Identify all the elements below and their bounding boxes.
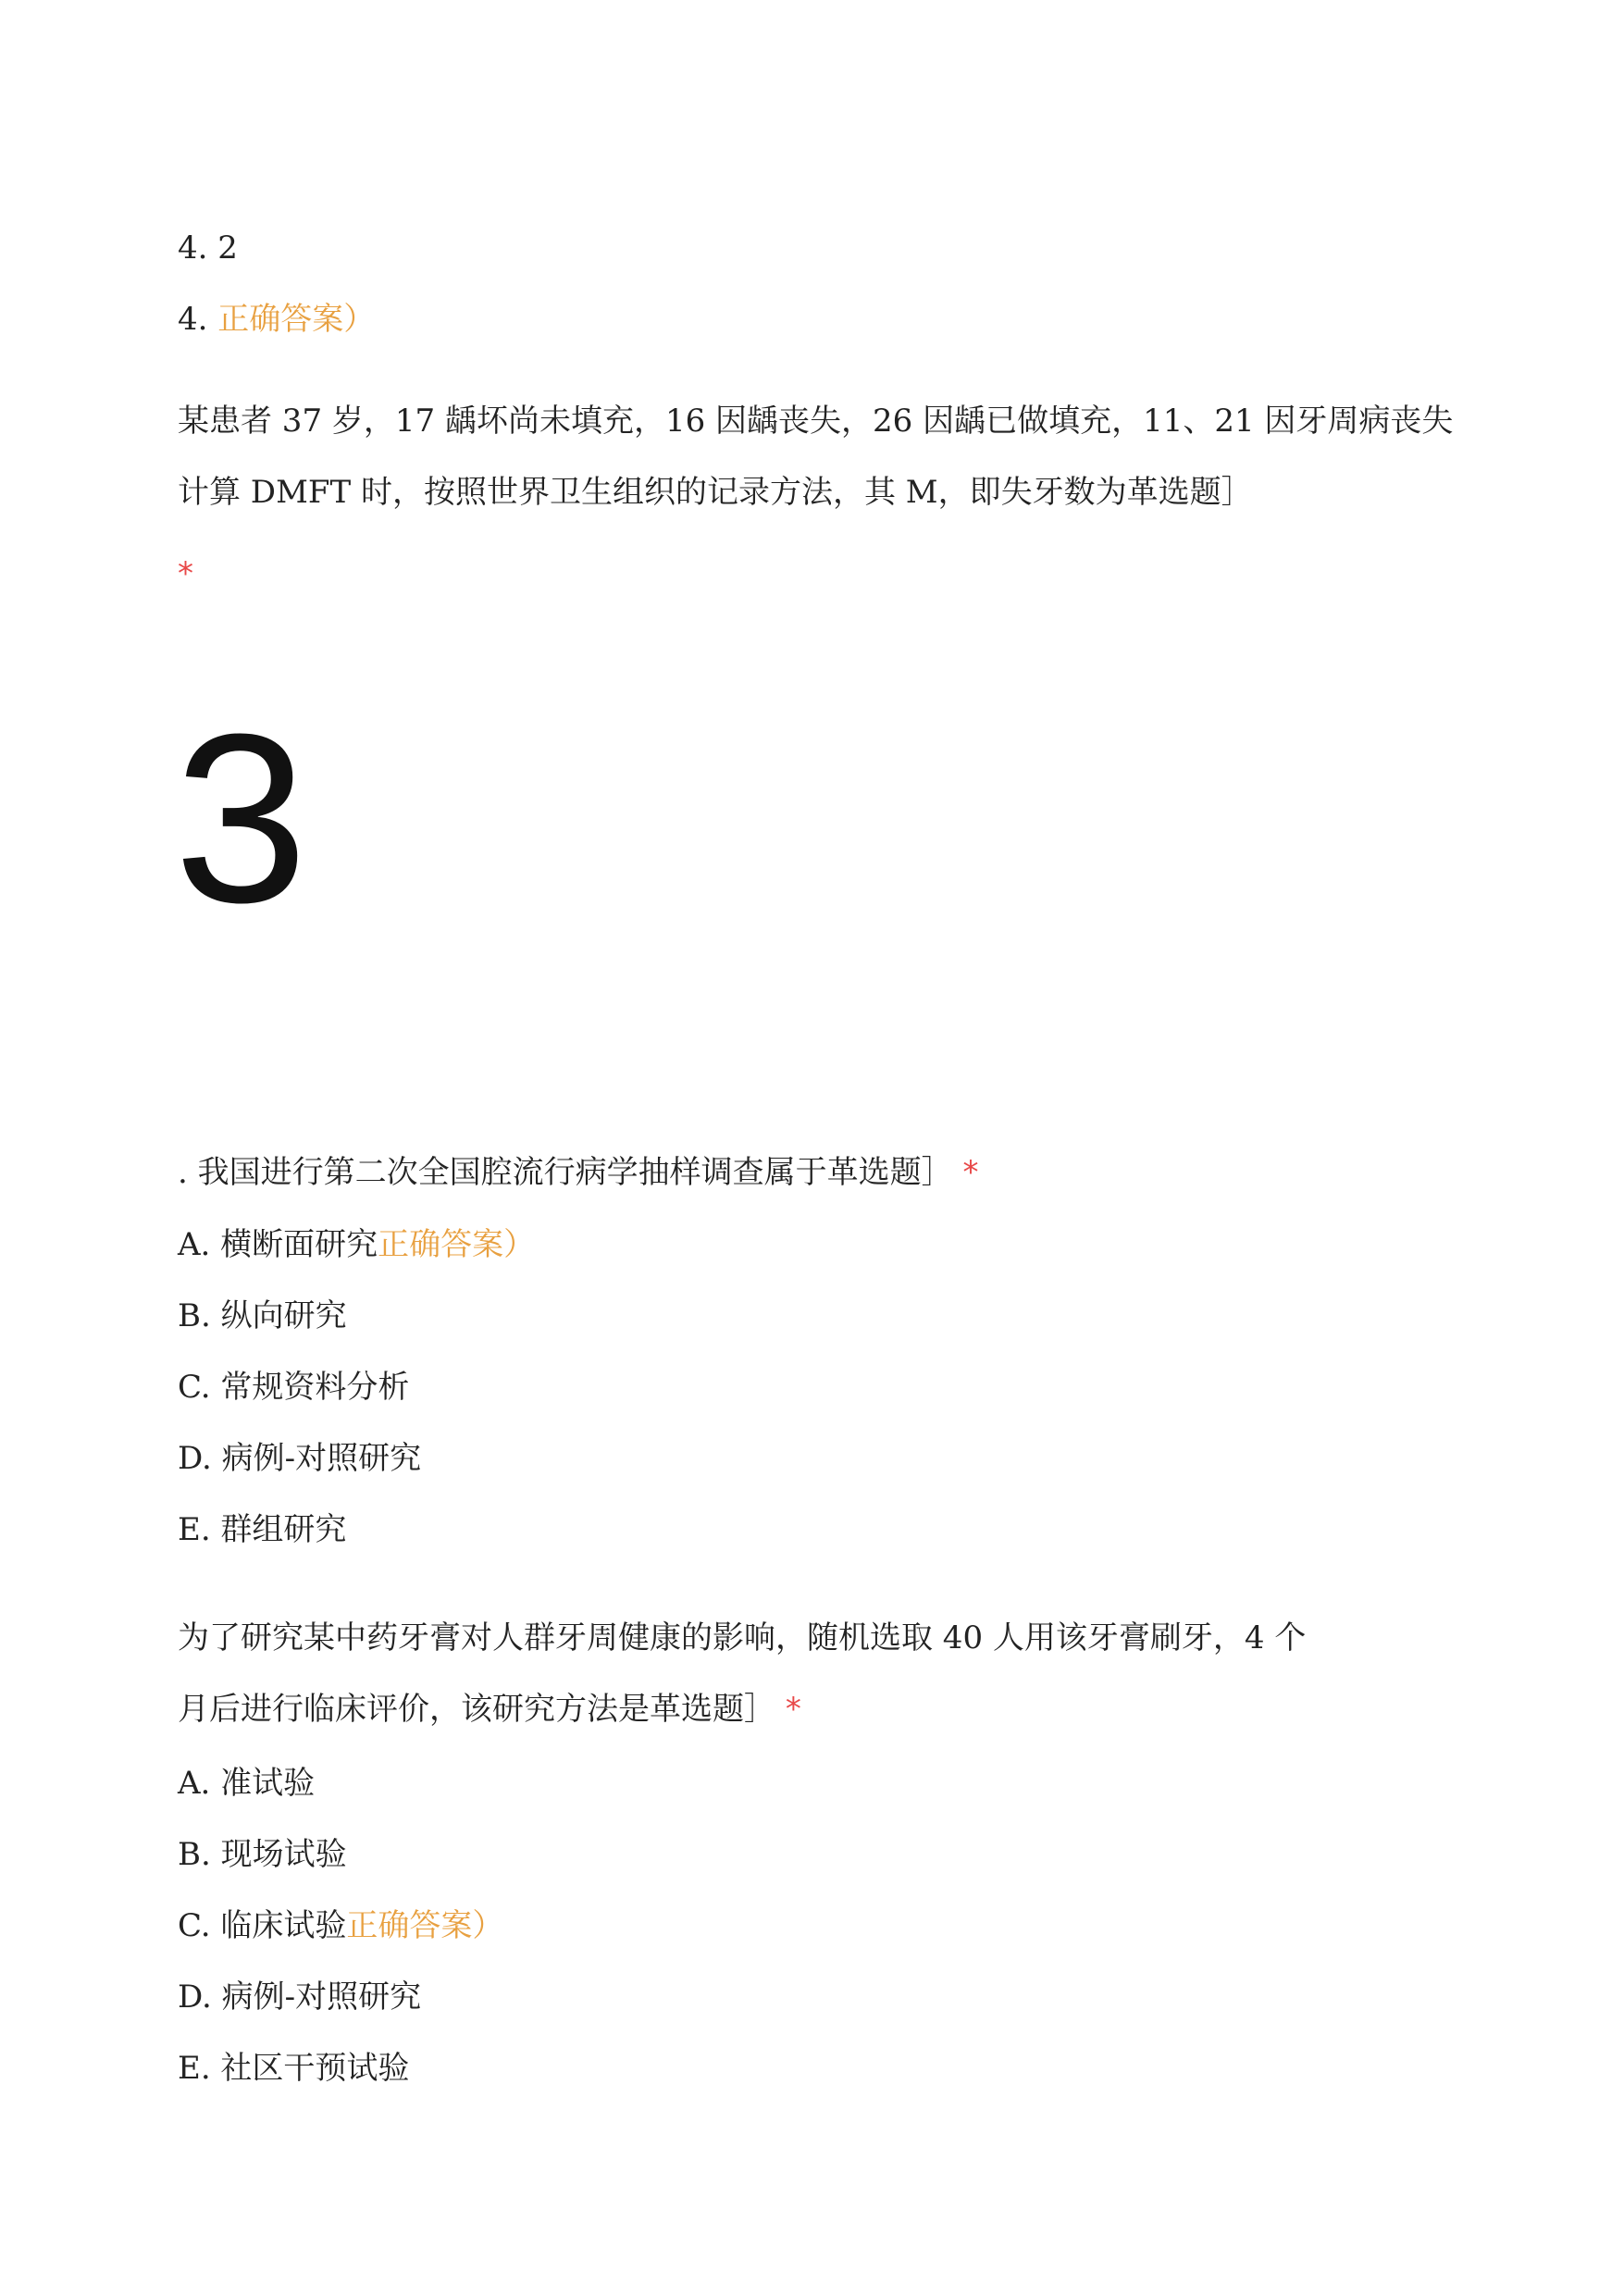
- option-a[interactable]: [178, 1765, 315, 1802]
- question-dmft-line2: 计算 DMFT 时，按照世界卫生组织的记录方法，其 M，即失牙数为革选题］: [178, 474, 1253, 511]
- required-marker: *: [785, 1691, 801, 1728]
- correct-answer-tag: 正确答案）: [378, 1226, 536, 1263]
- option-e[interactable]: [178, 1511, 346, 1548]
- option-d[interactable]: [178, 1979, 421, 2016]
- option-b[interactable]: [178, 1297, 347, 1334]
- required-marker: *: [178, 555, 193, 592]
- option-text: A. 准试验: [178, 1765, 316, 1802]
- option-4-correct: [178, 301, 375, 338]
- option-text: B. 纵向研究: [178, 1297, 347, 1334]
- question-trial-line1: 为了研究某中药牙膏对人群牙周健康的影响，随机选取 40 人用该牙膏刷牙，4 个: [178, 1619, 1307, 1656]
- option-text: B. 现场试验: [178, 1836, 347, 1873]
- option-text: A. 横断面研究: [178, 1226, 378, 1263]
- option-e[interactable]: [178, 2050, 409, 2087]
- option-a[interactable]: [178, 1226, 535, 1263]
- option-text: 4.: [178, 301, 218, 338]
- option-text: D. 病例-对照研究: [178, 1979, 422, 2016]
- option-text: 4. 2: [178, 230, 238, 267]
- option-text: D. 病例-对照研究: [178, 1440, 422, 1477]
- answer-display: 3: [174, 685, 308, 953]
- option-c[interactable]: [178, 1907, 503, 1944]
- option-text: E. 社区干预试验: [178, 2050, 410, 2087]
- question-survey: [178, 1154, 978, 1191]
- question-dmft-line1: 某患者 37 岁，17 龋坏尚未填充，16 因龋丧失，26 因龋已做填充，11、21 因牙周病丧失: [178, 403, 1454, 440]
- question-text: 月后进行临床评价，该研究方法是革选题］: [178, 1691, 775, 1728]
- option-b[interactable]: [178, 1836, 347, 1873]
- option-text: C. 常规资料分析: [178, 1369, 410, 1406]
- option-text: E. 群组研究: [178, 1511, 347, 1548]
- option-d[interactable]: [178, 1440, 421, 1477]
- correct-answer-tag: 正确答案）: [346, 1907, 504, 1944]
- required-marker: *: [962, 1154, 979, 1191]
- question-trial-line2: [178, 1691, 801, 1728]
- correct-answer-tag: 正确答案）: [217, 301, 376, 338]
- option-4-2: [178, 230, 238, 267]
- question-text: . 我国进行第二次全国腔流行病学抽样调查属于革选题］: [178, 1154, 953, 1191]
- option-c[interactable]: [178, 1369, 409, 1406]
- option-text: C. 临床试验: [178, 1907, 347, 1944]
